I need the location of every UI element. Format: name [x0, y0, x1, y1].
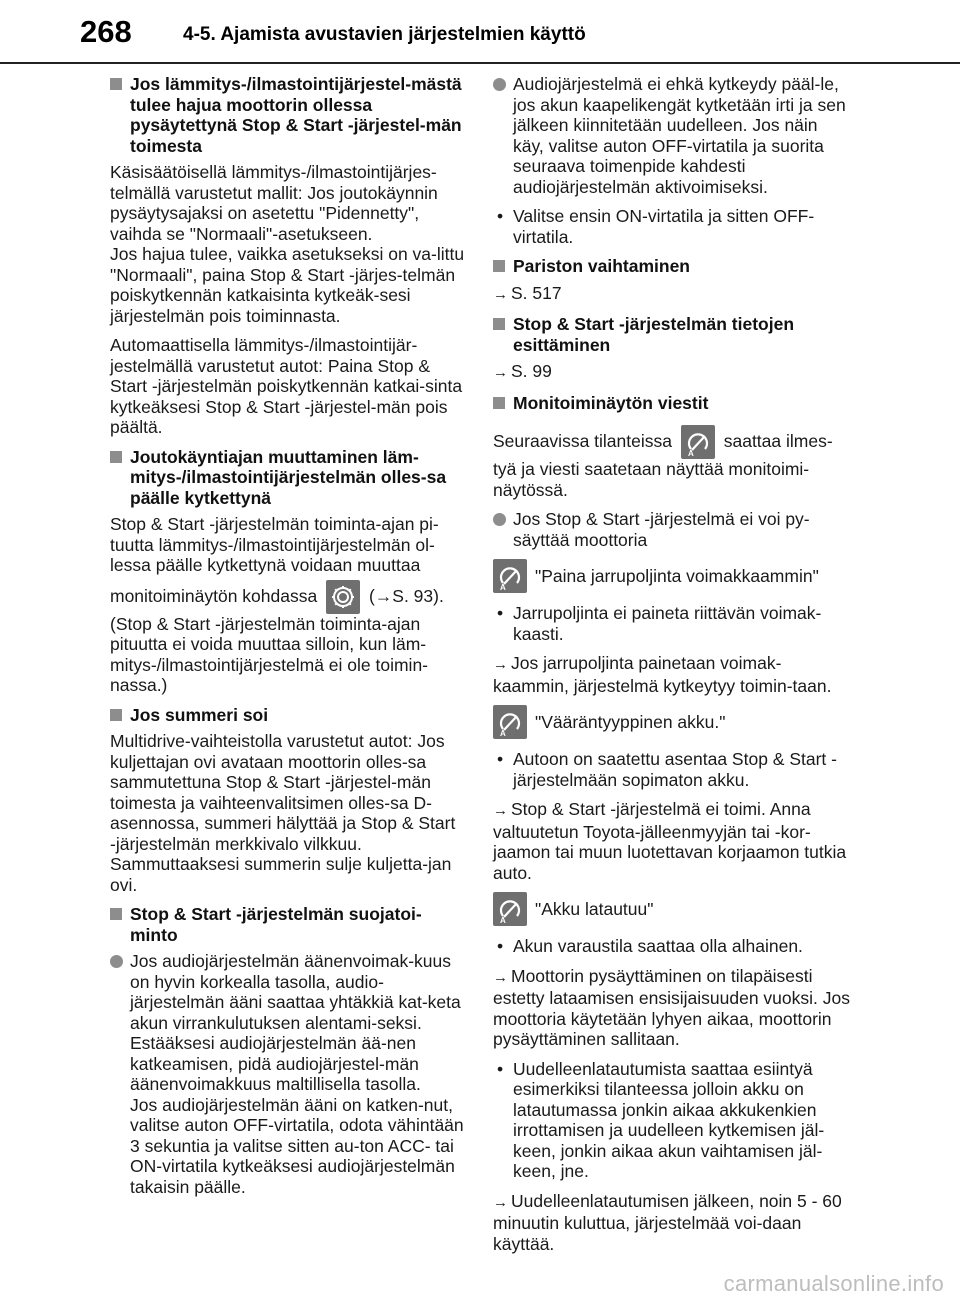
result-line: → Uudelleenlatautumisen jälkeen, noin 5 - 60 minuutin kuluttua, järjestelmää voi-daan käyttää.	[493, 1190, 842, 1254]
heading-hajua: Jos lämmitys-/ilmastointijärjestel-mästä tulee hajua moottorin ollessa pysäytettynä Stop & Start -järjestel-män toimesta	[110, 74, 465, 156]
list-item: • Autoon on saatettu asentaa Stop & Start -järjestelmään sopimaton akku.	[497, 749, 837, 790]
arrow-right-icon: →	[493, 802, 508, 820]
cross-reference[interactable]: → S. 99	[493, 361, 853, 384]
square-bullet-icon	[110, 78, 122, 90]
paragraph: Stop & Start -järjestelmän toiminta-ajan pi-tuutta lämmitys-/ilmastointijärjestelmän ol-lessa päälle kytkettynä voidaan muuttaa	[110, 514, 439, 575]
square-bullet-icon	[493, 397, 505, 409]
stop-start-warning-icon	[493, 705, 527, 739]
round-bullet-item: Audiojärjestelmä ei ehkä kytkeydy pääl-le, jos akun kaapelikengät kytketään irti ja sen jälkeen kiinnitetään uudelleen. Jos näin käy, valitse auton OFF-virtatila ja suorita seuraava toimenpide kahdesti audiojärjestelmän aktivoimiseksi.	[493, 74, 853, 197]
round-bullet-icon	[493, 78, 506, 91]
result-line: → Stop & Start -järjestelmä ei toimi. Anna valtuutetun Toyota-jälleenmyyjän tai -kor-jaamon tai muun luotettavan korjaamon tutkia auto.	[493, 799, 847, 883]
heading-viestit: Monitoiminäytön viestit	[493, 393, 853, 414]
paragraph-with-icon: Seuraavissa tilanteissa A saattaa ilmes-	[493, 423, 853, 459]
paragraph-with-icon: monitoiminäytön kohdassa (→S. 93).	[110, 578, 465, 614]
message-row: A "Akku latautuu"	[493, 892, 853, 926]
arrow-right-icon: →	[493, 285, 508, 303]
paragraph: tyä ja viesti saatetaan näyttää monitoimi-näytössä.	[493, 459, 810, 500]
arrow-right-icon: →	[493, 364, 508, 381]
result-line: → Jos jarrupoljinta painetaan voimak-kaammin, järjestelmä kytkeytyy toimin-taan.	[493, 653, 832, 696]
list-item: • Akun varaustila saattaa olla alhainen.	[497, 936, 803, 957]
list-item: • Uudelleenlatautumista saattaa esiintyä esimerkiksi tilanteessa jolloin akku on latautumassa jonkin aikaa akkukenkien irrottamisen ja uudelleen kytkemisen jäl-keen, jonkin aikaa akun vaihtamisen jäl-keen, jne.	[497, 1058, 825, 1182]
page-header	[0, 0, 960, 64]
arrow-right-icon: →	[493, 968, 508, 986]
paragraph: (Stop & Start -järjestelmän toiminta-ajan pituutta ei voida muuttaa silloin, kun läm-mitys-/ilmastointijärjestelmä ei ole toimin-nassa.)	[110, 613, 428, 696]
square-bullet-icon	[110, 908, 122, 920]
svg-text:A: A	[500, 916, 506, 926]
square-bullet-icon	[110, 709, 122, 721]
section-title: 4-5. Ajamista avustavien järjestelmien käyttö	[183, 24, 586, 45]
cross-reference[interactable]: → S. 517	[493, 283, 853, 306]
left-column	[110, 74, 465, 1206]
svg-text:A: A	[687, 449, 694, 459]
heading-joutokaynti: Joutokäyntiajan muuttaminen läm-mitys-/ilmastointijärjestelmän olles-sa päälle kytkettynä	[110, 447, 465, 509]
paragraph: Käsisäätöisellä lämmitys-/ilmastointijärjes-telmällä varustetut mallit: Jos joutokäynnin pysäytysajaksi on asetettu "Pidennetty", vaihda se "Normaali"-asetukseen.	[110, 162, 438, 244]
message-row: A "Vääräntyyppinen akku."	[493, 705, 853, 739]
square-bullet-icon	[493, 260, 505, 272]
paragraph: Multidrive-vaihteistolla varustetut autot: Jos kuljettajan ovi avataan moottorin olles-sa sammutettuna Stop & Start -järjestel-män toimesta ja vaihteenvalitsimen olles-sa D-asennossa, summeri hälyttää ja Stop & Start -järjestelmän merkkivalo vilkkuu. Sammuttaaksesi summerin sulje kuljetta-jan ovi.	[110, 731, 456, 895]
gear-icon	[326, 580, 360, 614]
round-bullet-icon	[493, 513, 506, 526]
watermark: carmanualsonline.info	[723, 1271, 944, 1296]
stop-start-warning-icon	[681, 425, 715, 459]
right-column	[493, 74, 853, 1263]
svg-text:A: A	[500, 729, 506, 739]
square-bullet-icon	[493, 318, 505, 330]
svg-text:A: A	[500, 583, 506, 593]
stop-start-warning-icon	[493, 559, 527, 593]
heading-paristo: Pariston vaihtaminen	[493, 256, 853, 277]
round-bullet-icon	[110, 955, 123, 968]
arrow-right-icon: →	[493, 656, 508, 674]
round-bullet-continuation: Jos audiojärjestelmän ääni on katken-nut, valitse auton OFF-virtatila, odota vähintään 3 sekuntia ja valitse sitten au-ton ACC- tai ON-virtatila kytkeäksesi audiojärjestelmän takaisin päälle.	[130, 1094, 464, 1197]
paragraph: Jos hajua tulee, vaikka asetukseksi on va-littu "Normaali", paina Stop & Start -järjes-telmän poiskytkennän katkaisinta kytkeäk-sesi järjestelmän pois toiminnasta.	[110, 244, 465, 326]
stop-start-warning-icon	[493, 892, 527, 926]
square-bullet-icon	[110, 451, 122, 463]
arrow-right-icon: →	[493, 1193, 508, 1211]
round-bullet-item: Jos audiojärjestelmän äänenvoimak-kuus on hyvin korkealla tasolla, audio-järjestelmän ääni saattaa yhtäkkiä kat-keta akun virrankulutuksen alentami-seksi. Estääksesi audiojärjestelmän ää-nen katkeamisen, pidä audiojärjestel-män äänenvoimakkuus maltillisella tasolla.	[110, 951, 465, 1095]
message-row: A "Paina jarrupoljinta voimakkaammin"	[493, 559, 853, 593]
paragraph: Automaattisella lämmitys-/ilmastointijär-jestelmällä varustetut autot: Paina Stop & Start -järjestelmän poiskytkennän katkai-sinta kytkeäksesi Stop & Start -järjestel-män pois päältä.	[110, 335, 463, 437]
result-line: → Moottorin pysäyttäminen on tilapäisesti estetty lataamisen ensisijaisuuden vuoksi. Jos moottoria käytetään lyhyen aikaa, moottorin pysäyttäminen sallitaan.	[493, 965, 850, 1050]
heading-suojatoiminto: Stop & Start -järjestelmän suojatoi-minto	[110, 904, 465, 945]
list-item: • Jarrupoljinta ei paineta riittävän voimak-kaasti.	[497, 603, 822, 644]
heading-summeri: Jos summeri soi	[110, 705, 465, 726]
page-number: 268	[80, 14, 132, 49]
round-bullet-item: Jos Stop & Start -järjestelmä ei voi py-säyttää moottoria	[493, 509, 853, 550]
list-item: • Valitse ensin ON-virtatila ja sitten OFF-virtatila.	[497, 206, 815, 247]
heading-tietojen-esittaminen: Stop & Start -järjestelmän tietojen esittäminen	[493, 314, 853, 355]
